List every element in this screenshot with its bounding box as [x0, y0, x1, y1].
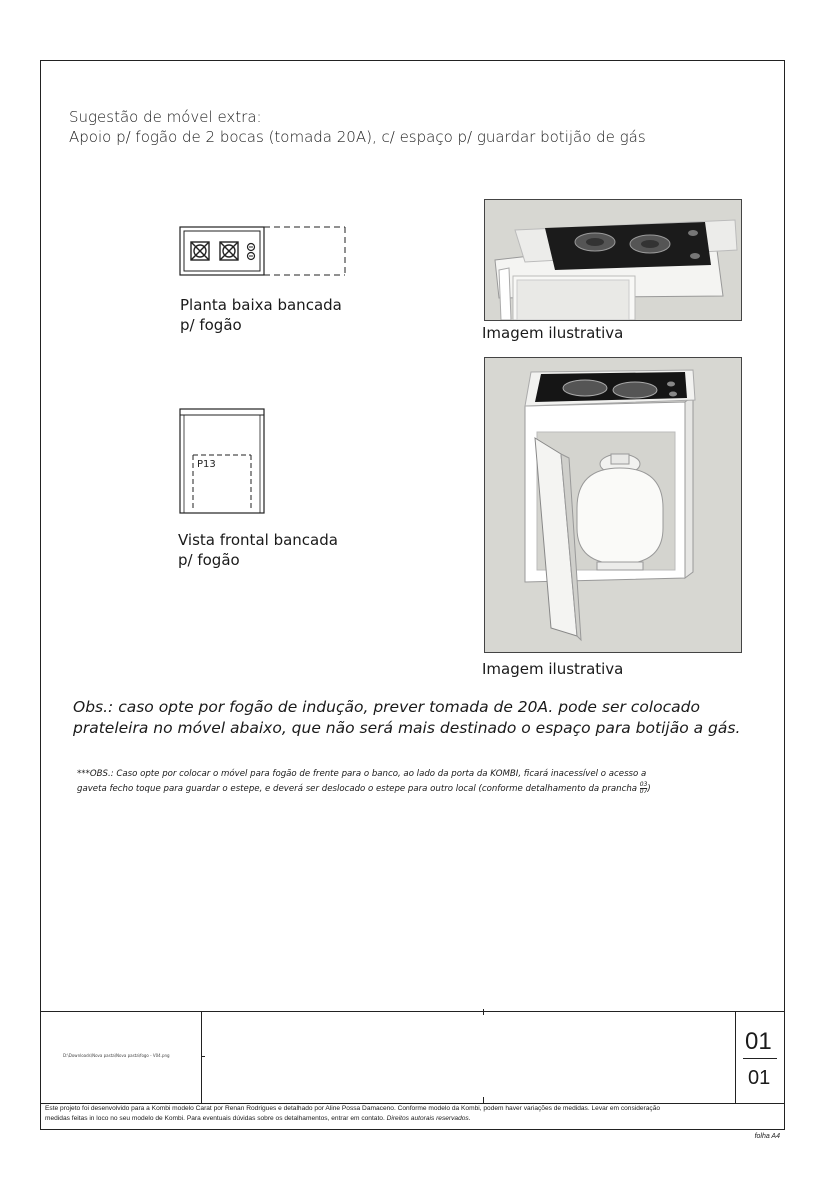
title-block-divider: [201, 1011, 202, 1103]
illustrative-image-cabinet: [484, 357, 742, 653]
image-caption-bottom: Imagem ilustrativa: [482, 660, 624, 678]
illustrative-image-cooktop: [484, 199, 742, 321]
burner-left-icon: [191, 242, 209, 260]
footer-credits: Este projeto foi desenvolvido para a Kombi modelo Carat por Renan Rodrigues e detalhado por Aline Possa Damaceno. Conforme modelo da Kombi, podem haver variações de medidas. Levar em consideração medidas feitas in loco no seu modelo de Kombi. Para eventuais dúvidas sobre os detalhamentos, entrar em contato. Direitos autorais reservados.: [45, 1105, 661, 1122]
sheet-title: [69, 107, 646, 147]
title-line-1: Sugestão de móvel extra:: [69, 108, 262, 126]
title-line-2: Apoio p/ fogão de 2 bocas (tomada 20A), c/ espaço p/ guardar botijão de gás: [69, 128, 646, 146]
file-path-cell: [41, 1011, 201, 1103]
sheet-total: 01: [748, 1067, 771, 1089]
knob-icon: [248, 244, 255, 260]
title-block-tick-bottom: [483, 1097, 484, 1103]
title-block-tick: [483, 1009, 484, 1015]
front-caption: Vista frontal bancada p/ fogão: [178, 531, 338, 569]
sheet-format-label: folha A4: [754, 1133, 780, 1140]
plan-view-drawing: [179, 226, 349, 286]
observation-text: Obs.: caso opte por fogão de indução, prever tomada de 20A. pode ser colocado prateleira no móvel abaixo, que não será mais destinado o espaço para botijão a gás.: [73, 698, 741, 737]
front-view-tag: P13: [197, 459, 216, 470]
front-view-drawing: [179, 407, 269, 517]
sheet-number-rule: [743, 1058, 777, 1059]
sheet-reference-fraction: $\frac{03}{07}$: [639, 781, 648, 795]
image-caption-top: Imagem ilustrativa: [482, 324, 624, 342]
sheet-number: 01: [745, 1028, 772, 1055]
note-text: ***OBS.: Caso opte por colocar o móvel para fogão de frente para o banco, ao lado da porta da KOMBI, ficará inacessível o acesso a gaveta fecho toque para guardar o estepe, e deverá ser deslocado o estepe para outro local (conforme detalhamento da prancha $\frac{03}{07}$ ): [77, 769, 651, 795]
burner-right-icon: [220, 242, 238, 260]
sheet-number-cell: [735, 1011, 785, 1103]
file-path: D:\Downloads\Nova pasta\Nova pasta\fogo - V04.png: [63, 1053, 170, 1058]
plan-caption: Planta baixa bancada p/ fogão: [180, 296, 342, 334]
drawing-sheet: [40, 60, 785, 1130]
